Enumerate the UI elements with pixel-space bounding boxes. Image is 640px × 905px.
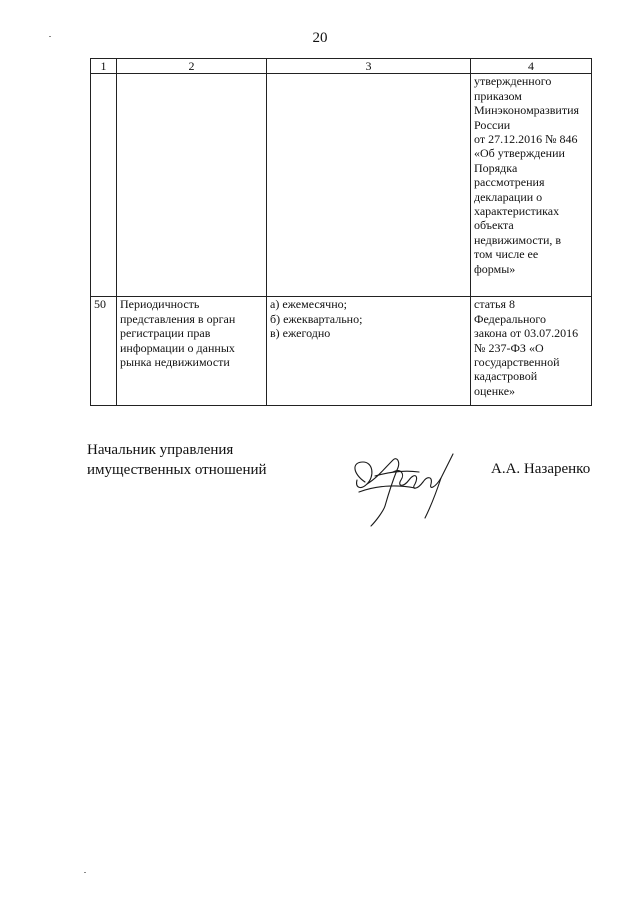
- position-line: Начальник управления: [87, 442, 234, 458]
- text-line: России: [474, 117, 511, 132]
- cell-number: 50: [91, 297, 117, 406]
- text-line: статья 8: [474, 297, 515, 312]
- text-line: информации о данных: [120, 340, 235, 355]
- text-line: рассмотрения: [474, 175, 545, 190]
- table-row-continuation: [91, 74, 592, 297]
- text-line: Федерального: [474, 311, 547, 326]
- text-line: том числе ее: [474, 247, 539, 262]
- text-line: а) ежемесячно;: [270, 297, 347, 312]
- text-line: рынка недвижимости: [120, 355, 230, 370]
- text-line: утвержденного: [474, 74, 552, 89]
- cell-values: [267, 74, 471, 297]
- cell-values: [267, 297, 471, 406]
- text-line: б) ежеквартально;: [270, 311, 363, 326]
- cell-parameter: [117, 297, 267, 406]
- column-header-2: 2: [117, 59, 267, 74]
- table-header-row: [91, 59, 592, 74]
- cell-number: [91, 74, 117, 297]
- cell-parameter: [117, 74, 267, 297]
- text-line: от 27.12.2016 № 846: [474, 132, 578, 147]
- text-line: формы»: [474, 261, 516, 276]
- column-header-3: 3: [267, 59, 471, 74]
- handwritten-signature: [345, 432, 465, 527]
- text-line: оценке»: [474, 383, 516, 398]
- text-line: кадастровой: [474, 369, 538, 384]
- text-line: № 237-ФЗ «О: [474, 340, 544, 355]
- requirements-table: [90, 58, 592, 406]
- column-header-1: 1: [91, 59, 117, 74]
- text-line: Периодичность: [120, 297, 200, 312]
- text-line: в) ежегодно: [270, 326, 331, 341]
- text-line: недвижимости, в: [474, 232, 562, 247]
- text-line: характеристиках: [474, 204, 560, 219]
- text-line: «Об утверждении: [474, 146, 565, 161]
- table-row-50: [91, 297, 592, 406]
- text-line: объекта: [474, 218, 514, 233]
- signatory-position: [87, 440, 267, 480]
- text-line: представления в орган: [120, 311, 236, 326]
- scan-speck: [49, 36, 51, 37]
- text-line: Минэкономразвития: [474, 103, 580, 118]
- text-line: закона от 03.07.2016: [474, 326, 579, 341]
- text-line: регистрации прав: [120, 326, 211, 341]
- text-line: приказом: [474, 88, 522, 103]
- cell-legal-basis: [471, 297, 592, 406]
- text-line: декларации о: [474, 189, 543, 204]
- column-header-4: 4: [471, 59, 592, 74]
- signatory-name: А.А. Назаренко: [491, 461, 591, 477]
- text-line: Порядка: [474, 160, 518, 175]
- position-line: имущественных отношений: [87, 462, 267, 478]
- text-line: государственной: [474, 355, 560, 370]
- cell-legal-basis: [471, 74, 592, 297]
- page-number: 20: [312, 30, 328, 46]
- scan-speck: [84, 872, 86, 873]
